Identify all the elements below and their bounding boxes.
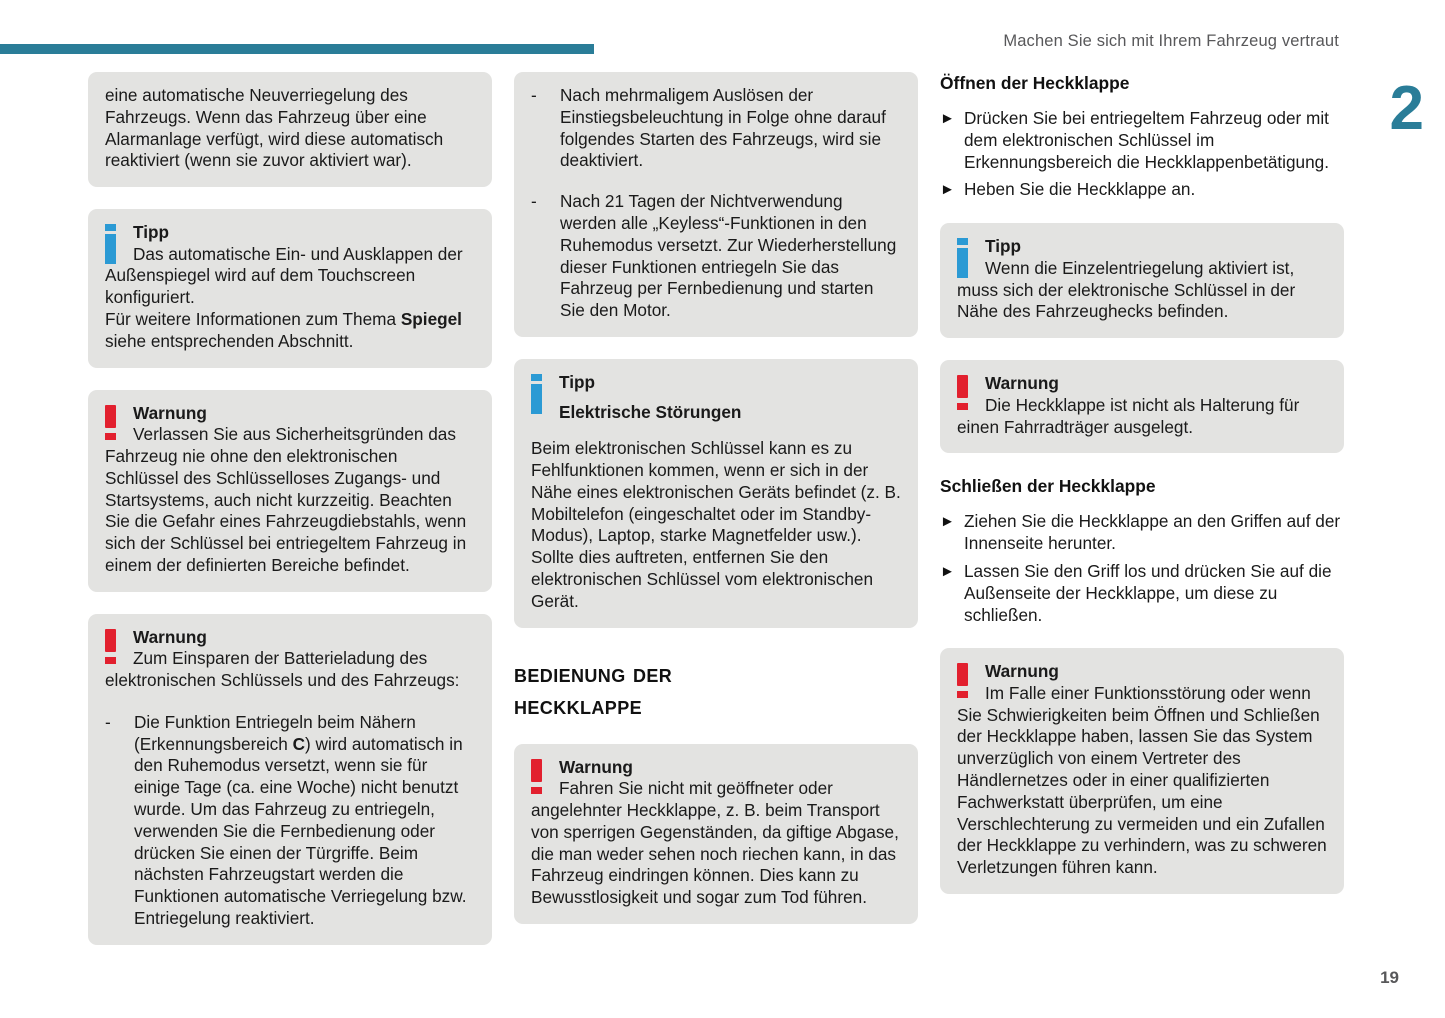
spacer [88, 368, 492, 390]
spacer [940, 201, 1344, 223]
warning-exhaust-body: Fahren Sie nicht mit geöffneter oder angelehnter Heckklappe, z. B. beim Transport von sperrigen Gegenständen, da giftige Abgase, die man weder sehen noch riechen kann, in das Fahrzeug eindringen können. Dies kann zu Bewusstlosigkeit und sogar zum Tod führen. [531, 778, 899, 908]
list-item [105, 712, 475, 930]
list-item-text: Nach 21 Tagen der Nichtverwendung werden alle „Keyless“-Funktionen in den Ruhemodus versetzt. Zur Wiederherstellung dieser Funktionen entriegeln Sie das Fahrzeug per Fernbedienung und starten Sie den Motor. [560, 191, 897, 321]
column-right [940, 72, 1344, 894]
list-item-text [134, 712, 475, 930]
arrow-right-icon: ► [940, 181, 955, 199]
list-item-text: Nach mehrmaligem Auslösen der Einstiegsbeleuchtung in Folge ohne darauf folgendes Starten des Fahrzeugs, wird sie deaktiviert. [560, 85, 886, 171]
opening-steps-list [940, 108, 1344, 201]
tip-mirrors-body-1: Das automatische Ein- und Ausklappen der Außenspiegel wird auf dem Touchscreen konfiguriert. [105, 243, 463, 308]
step-text: Heben Sie die Heckklappe an. [964, 179, 1196, 200]
arrow-right-icon: ► [940, 562, 955, 580]
spacer [940, 626, 1344, 648]
warning-malfunction-body: Im Falle einer Funktionsstörung oder wenn Sie Schwierigkeiten beim Öffnen und Schließen der Heckklappe haben, lassen Sie das System unverzüglich von einem Vertreter des Händlernetzes oder in einer qualifizierten Fachwerkstatt überprüfen, um eine Verschlechterung zu vermeiden und ein Zufallen der Heckklappe zu verhindern, was zu schweren Verletzungen führen kann. [957, 682, 1327, 878]
info-icon [105, 224, 119, 264]
tip-mirrors-body-2-suffix: siehe entsprechenden Abschnitt. [105, 330, 354, 351]
list-item-text-part2: ) wird automatisch in den Ruhemodus versetzt, wenn sie für einige Tage (ca. eine Woche) nicht benutzt wurde. Um das Fahrzeug zu entriegeln, verwenden Sie die Fernbedienung oder drücken Sie einen der Türgriffe. Beim nächsten Fahrzeugstart werden die Funktionen automatische Verriegelung bzw. Entriegelung reaktiviert. [134, 733, 467, 929]
tip-mirrors-title: Tipp [133, 222, 169, 243]
warning-battery-body: Zum Einsparen der Batterieladung des elektronischen Schlüssels und des Fahrzeugs: [105, 648, 460, 691]
spacer [514, 722, 918, 744]
tip-interference-panel [514, 359, 918, 628]
continuation-panel [88, 72, 492, 187]
arrow-right-icon: ► [940, 513, 955, 531]
page-header-title: Machen Sie sich mit Ihrem Fahrzeug vertraut [1003, 32, 1339, 50]
spacer [88, 187, 492, 209]
warning-key-title: Warnung [133, 402, 207, 423]
list-item [940, 179, 1344, 201]
tip-mirrors-body-2-bold: Spiegel [400, 309, 462, 330]
warning-battery-title: Warnung [133, 626, 207, 647]
list-item-text-part1: Die Funktion Entriegeln beim Nähern (Erkennungsbereich [134, 711, 416, 754]
warning-icon [957, 663, 971, 698]
header-accent-bar [0, 44, 594, 54]
step-text: Ziehen Sie die Heckklappe an den Griffen auf der Innenseite herunter. [964, 511, 1341, 554]
zone-reference-bold: C [292, 733, 306, 754]
warning-battery-panel [88, 614, 492, 945]
tip-single-unlock-body: Wenn die Einzelentriegelung aktiviert ist, muss sich der elektronische Schlüssel in der Nähe des Fahrzeughecks befinden. [957, 257, 1296, 322]
warning-malfunction-panel [940, 648, 1344, 894]
warning-icon [105, 629, 119, 664]
warning-icon [957, 375, 971, 410]
warning-key-panel [88, 390, 492, 592]
warning-exhaust-title: Warnung [559, 756, 633, 777]
info-icon [957, 238, 971, 278]
warning-icon [531, 759, 545, 794]
tip-interference-title: Tipp [559, 371, 595, 392]
warning-battery-list [105, 712, 475, 930]
list-item [531, 191, 901, 322]
opening-heading: Öffnen der Heckklappe [940, 73, 1130, 93]
step-text: Drücken Sie bei entriegeltem Fahrzeug oder mit dem elektronischen Schlüssel im Erkennungsbereich die Heckklappenbetätigung. [964, 108, 1330, 172]
spacer [940, 453, 1344, 475]
tip-interference-body: Beim elektronischen Schlüssel kann es zu Fehlfunktionen kommen, wenn er sich in der Nähe eines elektronischen Geräts befindet (z. B. Mobiltelefon (eingeschaltet oder im Standby-Modus), Laptop, starke Magnetfelder usw.). Sollte dies auftreten, entfernen Sie den elektronischen Schlüssel vom elektronischen Gerät. [531, 438, 901, 611]
info-icon [531, 374, 545, 414]
tip-single-unlock-title: Tipp [985, 236, 1021, 257]
spacer [514, 337, 918, 359]
column-middle [514, 72, 918, 924]
spacer [940, 338, 1344, 360]
tip-mirrors-panel [88, 209, 492, 367]
closing-heading: Schließen der Heckklappe [940, 476, 1156, 497]
list-item [531, 85, 901, 172]
page-content [88, 72, 1346, 945]
arrow-right-icon: ► [940, 110, 955, 127]
list-item [940, 511, 1344, 555]
dash-marker: - [105, 711, 111, 732]
spacer [940, 497, 1344, 511]
warning-bike-rack-body: Die Heckklappe ist nicht als Halterung für einen Fahrradträger ausgelegt. [957, 394, 1300, 437]
tip-mirrors-body-2-prefix: Für weitere Informationen zum Thema [105, 309, 401, 330]
section-heading-line-1: bedienung der [514, 659, 673, 688]
chapter-number: 2 [1389, 74, 1423, 143]
tip-mirrors-body-2 [105, 309, 475, 353]
spacer [514, 628, 918, 658]
spacer [88, 592, 492, 614]
continuation-text: eine automatische Neuverriegelung des Fahrzeugs. Wenn das Fahrzeug über eine Alarmanlage verfügt, wird diese automatisch reaktiviert (wenn sie zuvor aktiviert war). [105, 85, 444, 171]
warning-key-body: Verlassen Sie aus Sicherheitsgründen das Fahrzeug nie ohne den elektronischen Schlüssel des Schlüsselloses Zugangs- und Startsystems, auch nicht kurzzeitig. Beachten Sie die Gefahr eines Fahrzeugdiebstahls, wenn sich der Schlüssel bei entriegeltem Fahrzeug in einem der definierten Bereiche befindet. [105, 424, 467, 575]
spacer [940, 94, 1344, 108]
tip-interference-subtitle: Elektrische Störungen [559, 402, 742, 423]
closing-steps-list [940, 511, 1344, 626]
list-item [940, 108, 1344, 173]
step-text: Lassen Sie den Griff los und drücken Sie auf die Außenseite der Heckklappe, um diese zu schließen. [964, 560, 1332, 625]
warning-malfunction-title: Warnung [985, 661, 1059, 682]
continuation-list-panel [514, 72, 918, 337]
page-number: 19 [1380, 968, 1399, 987]
warning-icon [105, 405, 119, 440]
warning-bike-rack-panel [940, 360, 1344, 453]
section-heading-line-2: heckklappe [514, 691, 643, 720]
warning-exhaust-panel [514, 744, 918, 924]
section-heading [514, 658, 918, 722]
list-item [940, 561, 1344, 626]
dash-marker: - [531, 191, 537, 212]
tip-single-unlock-panel [940, 223, 1344, 338]
dash-marker: - [531, 85, 537, 105]
column-left [88, 72, 492, 945]
warning-bike-rack-title: Warnung [985, 373, 1059, 394]
continuation-dash-list [531, 85, 901, 322]
